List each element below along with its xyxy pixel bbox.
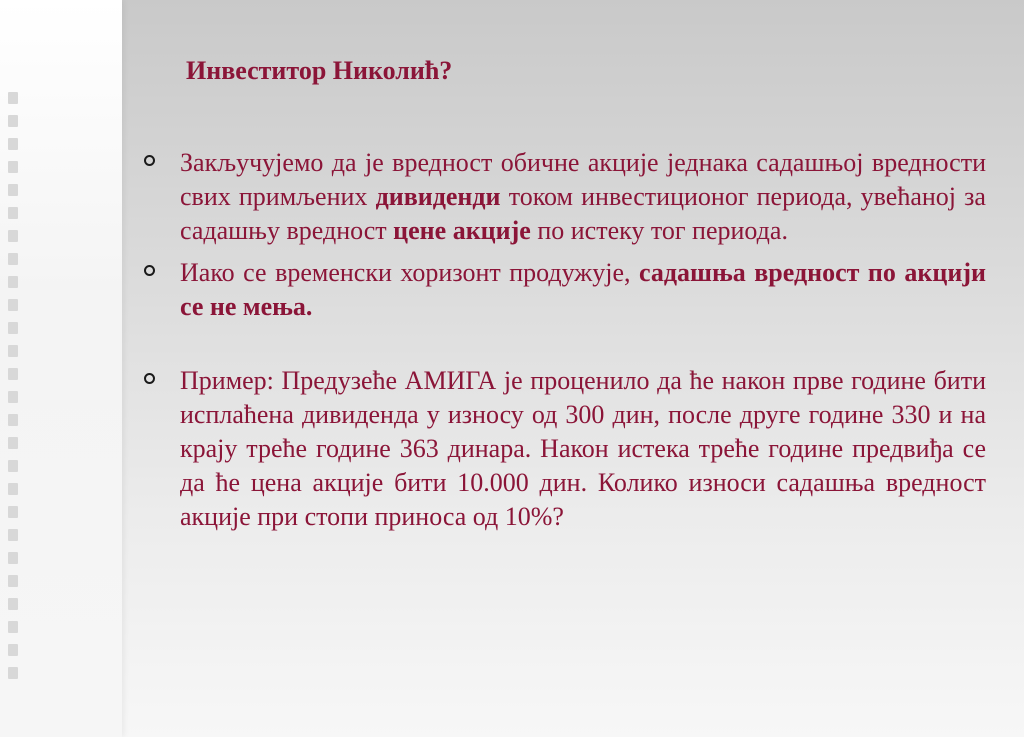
bullet-text: Пример: Предузеће АМИГА је проценило да ће након прве године бити исплаћена дивиденда у износу од 300 дин, после друге године 330 и на крају треће године 363 динара. Након истека треће године предвиђа се да ће цена акције бити 10.000 дин. Колико износи садашња вредност акције при стопи приноса од 10%? (180, 366, 986, 531)
bullet-bold-text: садашња вредност по акцији се не мења. (180, 258, 986, 321)
circle-bullet-icon (144, 155, 155, 166)
bullet-text: током инвестиционог периода, увећаној за садашњу вредност (180, 182, 986, 245)
bullet-text: Закључујемо да је вредност обичне акције једнака садашњој вредности свих примљених (180, 148, 986, 211)
circle-bullet-icon (144, 373, 155, 384)
slide-title: Инвеститор Николић? (186, 56, 453, 85)
bullet-text: по истеку тог периода. (530, 216, 788, 245)
filmstrip-holes (8, 92, 22, 690)
bullet-item (140, 364, 986, 534)
bullet-bold-text: дивиденди (375, 182, 501, 211)
filmstrip-decoration (0, 0, 122, 737)
bullet-bold-text: цене акције (393, 216, 531, 245)
slide-content (140, 146, 986, 542)
bullet-item (140, 256, 986, 324)
bullet-item (140, 146, 986, 248)
circle-bullet-icon (144, 265, 155, 276)
bullet-text: Иако се временски хоризонт продужује, (180, 258, 640, 287)
